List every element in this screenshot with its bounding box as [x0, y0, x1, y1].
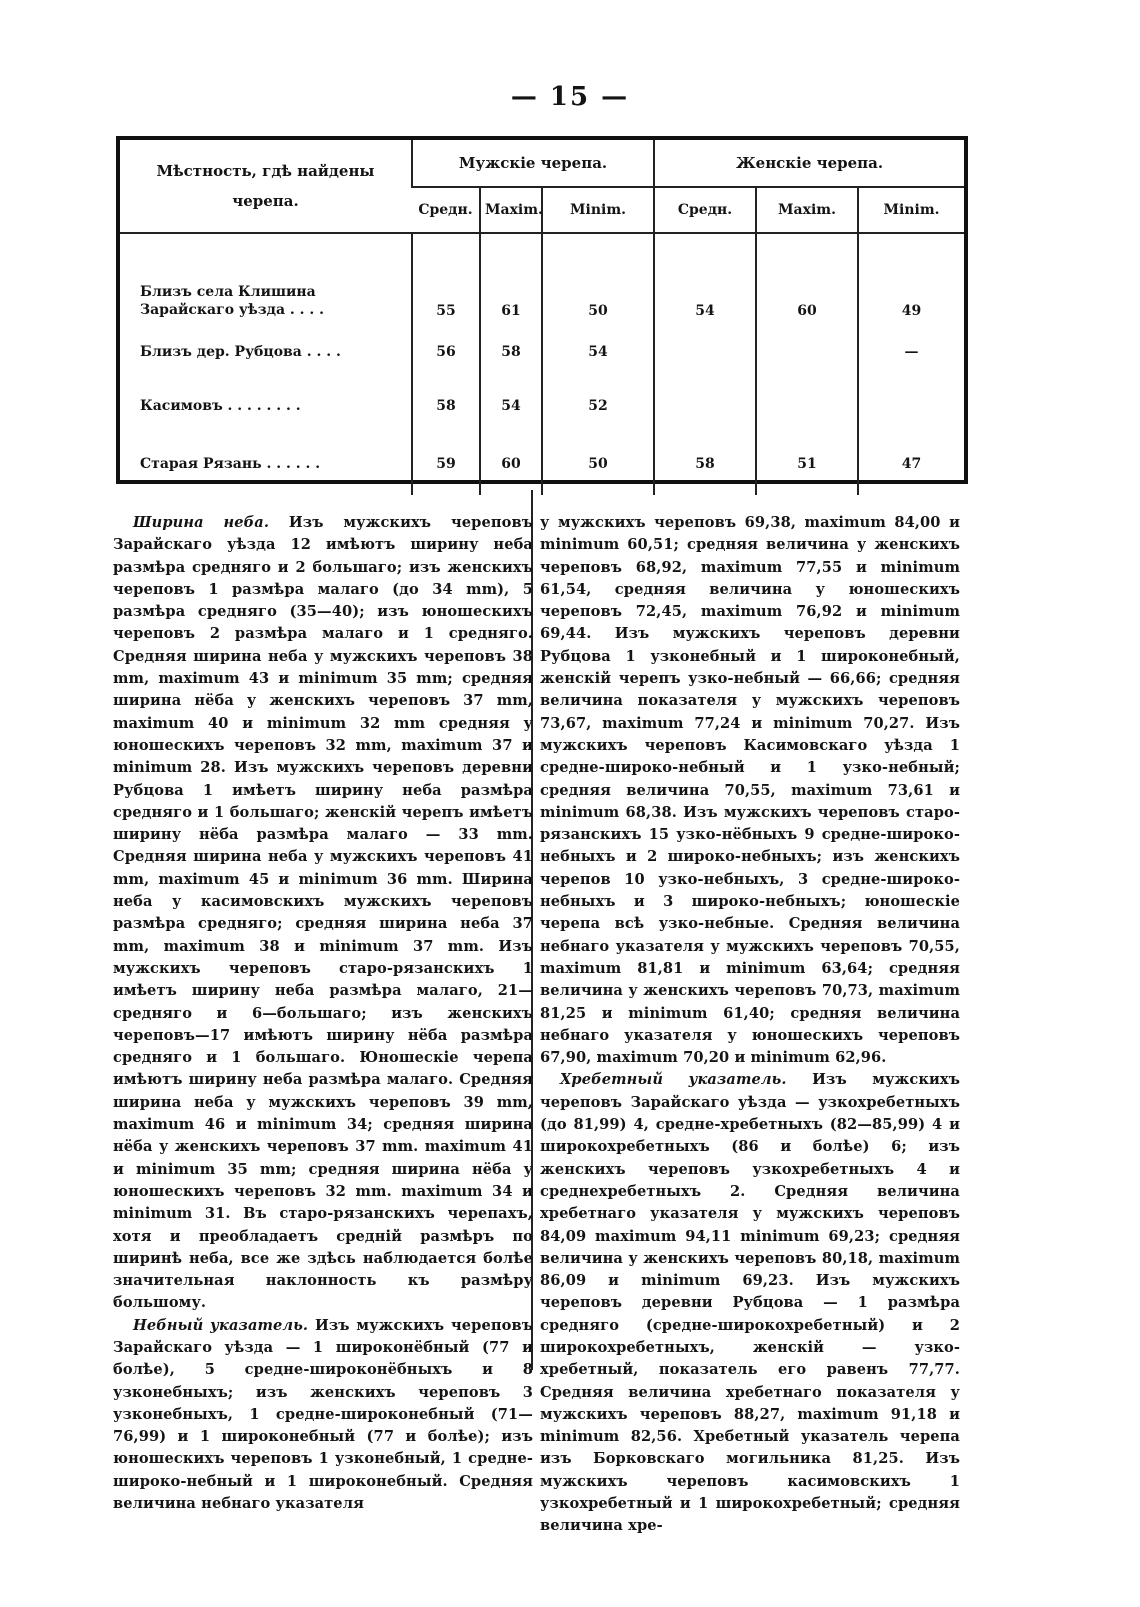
table-row: [120, 233, 964, 325]
female-skulls-header: Женскіе черепа.: [654, 140, 964, 187]
table-row: [120, 325, 964, 379]
table-row: [120, 379, 964, 433]
page-number: — 15 —: [510, 82, 630, 112]
female-avg-header: Средн.: [654, 187, 756, 233]
palate-width-paragraph: [113, 512, 533, 1315]
palatal-index-paragraph: [113, 1315, 533, 1516]
ridge-index-heading: Хребетный указатель.: [560, 1071, 787, 1089]
male-min-cell: 52: [542, 379, 654, 433]
female-min-cell: —: [858, 325, 964, 379]
male-avg-cell: 59: [412, 433, 480, 495]
location-cell: Близъ дер. Рубцова . . . .: [140, 344, 341, 360]
left-text-column: [113, 512, 533, 1592]
female-max-cell: [756, 379, 858, 433]
right-text-column: [540, 512, 960, 1592]
palate-width-heading: Ширина неба.: [133, 514, 270, 531]
female-max-cell: [756, 325, 858, 379]
skull-table: [120, 140, 964, 495]
male-max-cell: 54: [480, 379, 542, 433]
location-cell: Старая Рязань . . . . . .: [140, 456, 321, 472]
palate-width-text: Изъ мужскихъ череповъ Зарайскаго уѣзда 12 имѣютъ ширину неба размѣра средняго и 2 большаго; изъ женскихъ череповъ 1 размѣра малаго (до 34 mm), 5 размѣра средняго (35—40); изъ юношескихъ череповъ 2 размѣра малаго и 1 средняго. Средняя ширина неба у мужскихъ череповъ 38 mm, maximum 43 и minimum 35 mm; средняя ширина нёба у женскихъ череповъ 37 mm, maximum 40 и minimum 32 mm средняя у юношескихъ череповъ 32 mm, maximum 37 и minimum 28. Изъ мужскихъ череповъ деревни Рубцова 1 имѣетъ ширину неба размѣра средняго и 1 большаго; женскій черепъ имѣетъ ширину нёба размѣра малаго — 33 mm. Средняя ширина неба у мужскихъ череповъ 41 mm, maximum 45 и minimum 36 mm. Ширина неба у касимовскихъ мужскихъ череповъ размѣра средняго; средняя ширина неба 37 mm, maximum 38 и minimum 37 mm. Изъ мужскихъ череповъ старо-рязанскихъ 1 имѣетъ ширину неба размѣра малаго, 21—средняго и 6—большаго; изъ женскихъ череповъ—17 имѣютъ ширину нёба размѣра средняго и 1 большаго. Юношескіе черепа имѣютъ ширину неба размѣра малаго. Средняя ширина неба у мужскихъ череповъ 39 mm, maximum 46 и minimum 34; средняя ширина нёба у женскихъ череповъ 37 mm. maximum 41 и minimum 35 mm; средняя ширина нёба у юношескихъ череповъ 32 mm. maximum 34 и minimum 31. Въ старо-рязанскихъ черепахъ, хотя и преобладаетъ средній размѣръ по ширинѣ неба, все же здѣсь наблюдается болѣе значительная наклонность къ размѣру большому.: [113, 514, 533, 1312]
palatal-index-continued-text: у мужскихъ череповъ 69,38, maximum 84,00 и minimum 60,51; средняя величина у женскихъ череповъ 68,92, maximum 77,55 и minimum 61,54, средняя величина у юношескихъ череповъ 72,45, maximum 76,92 и minimum 69,44. Изъ мужскихъ череповъ деревни Рубцова 1 узконебный и 1 широконебный, женскій черепъ узко-небный — 66,66; средняя величина показателя у мужскихъ череповъ 73,67, maximum 77,24 и minimum 70,27. Изъ мужскихъ череповъ Касимовскаго уѣзда 1 средне-широко-небный и 1 узко-небный; средняя величина 70,55, maximum 73,61 и minimum 68,38. Изъ мужскихъ череповъ старо-рязанскихъ 15 узко-нёбныхъ 9 средне-широко-небныхъ и 2 широко-небныхъ; изъ женскихъ черепов 10 узко-небныхъ, 3 средне-широко-небныхъ и 3 широко-небныхъ; юношескіе черепа всѣ узко-небные. Средняя величина небнаго указателя у мужскихъ череповъ 70,55, maximum 81,81 и minimum 63,64; средняя величина у женскихъ череповъ 70,73, maximum 81,25 и minimum 61,40; средняя величина небнаго указателя у юношескихъ череповъ 67,90, maximum 70,20 и minimum 62,96.: [540, 514, 960, 1067]
female-min-cell: 49: [858, 233, 964, 325]
female-min-header: Minim.: [858, 187, 964, 233]
male-min-cell: 54: [542, 325, 654, 379]
female-min-cell: 47: [858, 433, 964, 495]
female-avg-cell: 58: [654, 433, 756, 495]
male-avg-header: Средн.: [412, 187, 480, 233]
palatal-index-heading: Небный указатель.: [133, 1316, 309, 1334]
male-min-header: Minim.: [542, 187, 654, 233]
location-cell: Касимовъ . . . . . . . .: [140, 398, 301, 414]
male-avg-cell: 55: [412, 233, 480, 325]
female-avg-cell: [654, 325, 756, 379]
female-max-cell: 51: [756, 433, 858, 495]
female-max-header: Maxim.: [756, 187, 858, 233]
male-max-header: Maxim.: [480, 187, 542, 233]
male-max-cell: 58: [480, 325, 542, 379]
measurement-table: [116, 136, 968, 484]
male-min-cell: 50: [542, 233, 654, 325]
palatal-index-continuation: [540, 512, 960, 1069]
ridge-index-paragraph: [540, 1069, 960, 1537]
female-min-cell: [858, 379, 964, 433]
male-avg-cell: 58: [412, 379, 480, 433]
male-max-cell: 61: [480, 233, 542, 325]
female-avg-cell: [654, 379, 756, 433]
location-cell: Близъ села Клишина Зарайскаго уѣзда . . . .: [140, 284, 325, 318]
table-row: [120, 433, 964, 495]
location-header: Мѣстность, гдѣ найдены черепа.: [120, 140, 412, 233]
palatal-index-text: Изъ мужскихъ череповъ Зарайскаго уѣзда — 1 широконёбный (77 и болѣе), 5 средне-широконёбныхъ и 8 узконебныхъ; изъ женскихъ череповъ 3 узконебныхъ, 1 средне-широконебный (71—76,99) и 1 широконебный (77 и болѣе); изъ юношескихъ череповъ 1 узконебный, 1 средне-широко-небный и 1 широконебный. Средняя величина небнаго указателя: [113, 1316, 533, 1513]
male-min-cell: 50: [542, 433, 654, 495]
ridge-index-text: Изъ мужскихъ череповъ Зарайскаго уѣзда — узкохребетныхъ (до 81,99) 4, средне-хребетныхъ (82—85,99) 4 и широкохребетныхъ (86 и болѣе) 6; изъ женскихъ череповъ узкохребетныхъ 4 и среднехребетныхъ 2. Средняя величина хребетнаго указателя у мужскихъ череповъ 84,09 maximum 94,11 minimum 69,23; средняя величина у женскихъ череповъ 80,18, maximum 86,09 и minimum 69,23. Изъ мужскихъ череповъ деревни Рубцова — 1 размѣра средняго (средне-широкохребетный) и 2 широкохребетныхъ, женскій — узко-хребетный, показатель его равенъ 77,77. Средняя величина хребетнаго показателя у мужскихъ череповъ 88,27, maximum 91,18 и minimum 82,56. Хребетный указатель черепа изъ Борковскаго могильника 81,25. Изъ мужскихъ череповъ касимовскихъ 1 узкохребетный и 1 широкохребетный; средняя величина хре-: [540, 1071, 960, 1535]
male-avg-cell: 56: [412, 325, 480, 379]
female-avg-cell: 54: [654, 233, 756, 325]
female-max-cell: 60: [756, 233, 858, 325]
male-skulls-header: Мужскіе черепа.: [412, 140, 654, 187]
male-max-cell: 60: [480, 433, 542, 495]
